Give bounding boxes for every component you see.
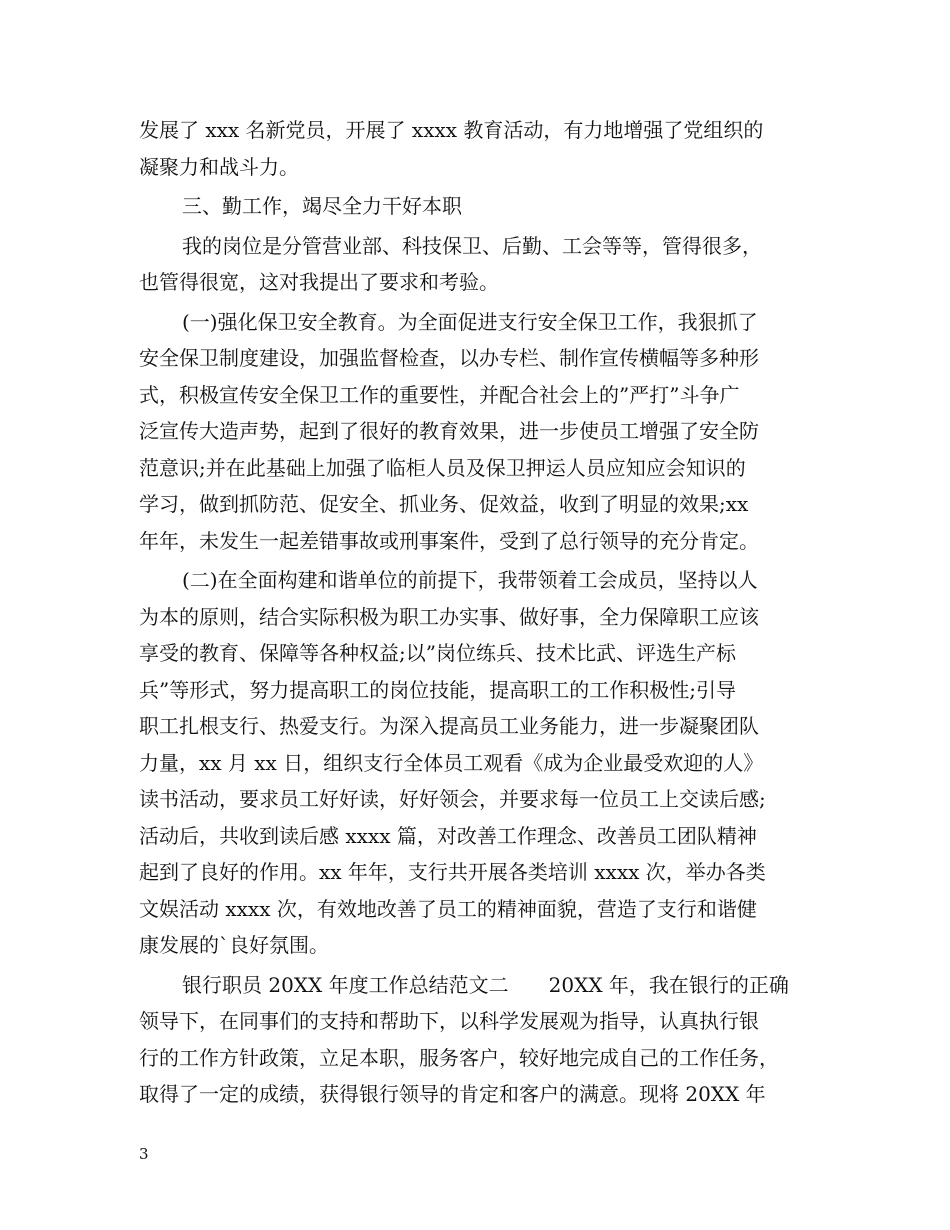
text-line: (二)在全面构建和谐单位的前提下，我带领着工会成员，坚持以人 — [182, 568, 758, 592]
text-line: 安全保卫制度建设，加强监督检查，以办专栏、制作宣传横幅等多种形 — [139, 346, 759, 370]
text-line: 也管得很宽，这对我提出了要求和考验。 — [139, 270, 499, 294]
text-line: 职工扎根支行、热爱支行。为深入提高员工业务能力，进一步凝聚团队 — [139, 714, 759, 738]
text-line: 学习，做到抓防范、促安全、抓业务、促效益，收到了明显的效果;xx — [139, 492, 749, 516]
text-line: 发展了 xxx 名新党员，开展了 xxxx 教育活动，有力地增强了党组织的 — [139, 118, 764, 142]
page-number: 3 — [139, 1145, 149, 1163]
text-line: 范意识;并在此基础上加强了临柜人员及保卫押运人员应知应会知识的 — [139, 455, 746, 480]
text-line: 文娱活动 xxxx 次，有效地改善了员工的精神面貌，营造了支行和谐健 — [139, 896, 757, 921]
text-line: 读书活动，要求员工好好读，好好领会，并要求每一位员工上交读后感; — [139, 787, 766, 811]
text-line: 泛宣传大造声势，起到了很好的教育效果，进一步使员工增强了安全防 — [139, 419, 759, 443]
text-line: 式，积极宣传安全保卫工作的重要性，并配合社会上的”严打”斗争广 — [139, 382, 740, 407]
text-line: 取得了一定的成绩，获得银行领导的肯定和客户的满意。现将 20XX 年 — [139, 1082, 766, 1106]
text-line: 行的工作方针政策，立足本职，服务客户，较好地完成自己的工作任务， — [139, 1045, 779, 1070]
text-line: 我的岗位是分管营业部、科技保卫、后勤、工会等等，管得很多， — [182, 233, 762, 258]
text-line: 康发展的`良好氛围。 — [139, 933, 329, 957]
text-line: 领导下，在同事们的支持和帮助下，以科学发展观为指导，认真执行银 — [139, 1009, 759, 1033]
text-line: 起到了良好的作用。xx 年年，支行共开展各类培训 xxxx 次，举办各类 — [139, 860, 766, 884]
section-heading: 三、勤工作，竭尽全力干好本职 — [182, 194, 462, 218]
text-line: 年年，未发生一起差错事故或刑事案件，受到了总行领导的充分肯定。 — [139, 528, 759, 553]
text-line: 力量，xx 月 xx 日，组织支行全体员工观看《成为企业最受欢迎的人》 — [139, 750, 764, 775]
text-line: 凝聚力和战斗力。 — [139, 154, 299, 179]
document-body — [139, 112, 821, 1113]
text-line: 银行职员 20XX 年度工作总结范文二 20XX 年，我在银行的正确 — [182, 972, 789, 997]
text-line: 享受的教育、保障等各种权益;以”岗位练兵、技术比武、评选生产标 — [139, 641, 736, 665]
text-line: 为本的原则，结合实际积极为职工办实事、做好事，全力保障职工应该 — [139, 604, 759, 629]
text-line: 兵”等形式，努力提高职工的岗位技能，提高职工的工作积极性;引导 — [139, 677, 736, 702]
text-line: 活动后，共收到读后感 xxxx 篇，对改善工作理念、改善员工团队精神 — [139, 823, 757, 848]
text-line: (一)强化保卫安全教育。为全面促进支行安全保卫工作，我狠抓了 — [182, 309, 758, 334]
